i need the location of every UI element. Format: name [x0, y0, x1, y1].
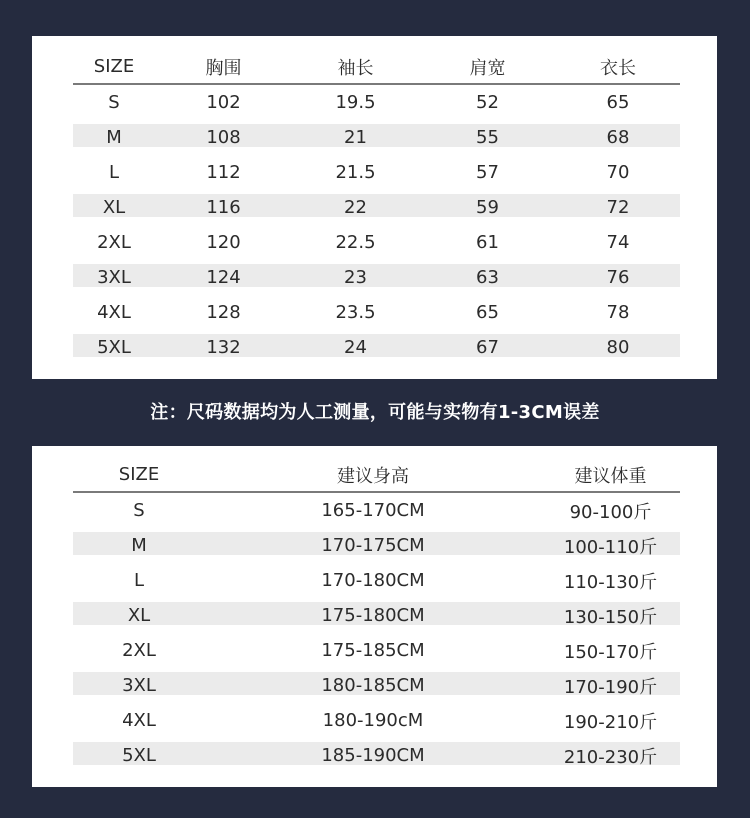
cell-sleeve: 23 [292, 260, 419, 295]
table-row [73, 598, 680, 633]
table-row [73, 738, 680, 773]
header-length: 衣长 [556, 50, 680, 84]
header-chest: 胸围 [155, 50, 292, 84]
recommendation-header-row [73, 458, 680, 492]
cell-length: 80 [556, 330, 680, 365]
cell-length: 76 [556, 260, 680, 295]
cell-size: M [73, 120, 155, 155]
table-row [73, 295, 680, 330]
cell-shoulder: 67 [419, 330, 556, 365]
cell-height: 170-175CM [205, 528, 541, 563]
measurement-table [73, 50, 680, 365]
cell-chest: 102 [206, 92, 241, 113]
table-row [73, 633, 680, 668]
cell-size: L [108, 162, 120, 183]
cell-size: 3XL [73, 668, 205, 703]
cell-chest: 128 [206, 302, 241, 323]
table-row [73, 120, 680, 155]
cell-height: 180-185CM [205, 668, 541, 703]
cell-length: 78 [606, 302, 630, 323]
cell-height: 175-185CM [321, 640, 425, 661]
measurement-card [32, 36, 717, 379]
cell-height: 185-190CM [205, 738, 541, 773]
cell-shoulder: 65 [476, 302, 499, 323]
cell-sleeve: 23.5 [335, 302, 376, 323]
cell-sleeve: 22.5 [335, 232, 376, 253]
cell-size: S [108, 92, 120, 113]
cell-length: 70 [606, 162, 630, 183]
cell-chest: 108 [155, 120, 292, 155]
header-sleeve: 袖长 [292, 50, 419, 84]
cell-size: 5XL [73, 738, 205, 773]
table-row [73, 703, 680, 738]
measurement-note: 注：尺码数据均为人工测量，可能与实物有1-3CM误差 [150, 402, 600, 423]
cell-size: M [73, 528, 205, 563]
cell-chest: 120 [206, 232, 241, 253]
measurement-header-row [73, 50, 680, 84]
cell-shoulder: 57 [476, 162, 499, 183]
header-shoulder: 肩宽 [419, 50, 556, 84]
cell-sleeve: 21.5 [335, 162, 376, 183]
cell-shoulder: 61 [476, 232, 499, 253]
table-row [73, 84, 680, 120]
header-size: SIZE [73, 458, 205, 492]
cell-weight: 190-210斤 [563, 711, 658, 733]
recommendation-table [73, 458, 680, 773]
table-row [73, 330, 680, 365]
cell-chest: 124 [155, 260, 292, 295]
table-row [73, 528, 680, 563]
table-row [73, 563, 680, 598]
cell-height: 165-170CM [321, 500, 425, 521]
table-row [73, 225, 680, 260]
cell-shoulder: 52 [476, 92, 499, 113]
cell-sleeve: 24 [292, 330, 419, 365]
cell-length: 68 [556, 120, 680, 155]
cell-length: 74 [606, 232, 630, 253]
cell-height: 180-190cM [322, 710, 424, 731]
cell-size: 2XL [122, 640, 156, 661]
cell-size: S [133, 500, 145, 521]
cell-size: L [133, 570, 145, 591]
cell-size: 5XL [73, 330, 155, 365]
cell-chest: 112 [206, 162, 241, 183]
cell-weight: 170-190斤 [541, 668, 680, 703]
table-row [73, 190, 680, 225]
header-weight: 建议体重 [541, 458, 680, 492]
cell-weight: 150-170斤 [563, 641, 658, 663]
cell-size: 4XL [97, 302, 131, 323]
cell-size: XL [73, 190, 155, 225]
table-row [73, 260, 680, 295]
cell-shoulder: 55 [419, 120, 556, 155]
cell-length: 72 [556, 190, 680, 225]
cell-weight: 210-230斤 [541, 738, 680, 773]
recommendation-card [32, 446, 717, 787]
cell-size: XL [73, 598, 205, 633]
header-height: 建议身高 [205, 458, 541, 492]
cell-size: 2XL [97, 232, 131, 253]
cell-height: 170-180CM [321, 570, 425, 591]
cell-size: 4XL [122, 710, 156, 731]
cell-chest: 132 [155, 330, 292, 365]
cell-sleeve: 21 [292, 120, 419, 155]
cell-weight: 100-110斤 [541, 528, 680, 563]
cell-sleeve: 22 [292, 190, 419, 225]
header-size: SIZE [73, 50, 155, 84]
table-row [73, 492, 680, 528]
cell-weight: 90-100斤 [569, 501, 652, 523]
cell-chest: 116 [155, 190, 292, 225]
cell-height: 175-180CM [205, 598, 541, 633]
table-row [73, 155, 680, 190]
cell-shoulder: 59 [419, 190, 556, 225]
cell-weight: 130-150斤 [541, 598, 680, 633]
cell-size: 3XL [73, 260, 155, 295]
cell-weight: 110-130斤 [563, 571, 658, 593]
cell-sleeve: 19.5 [335, 92, 376, 113]
cell-shoulder: 63 [419, 260, 556, 295]
table-row [73, 668, 680, 703]
cell-length: 65 [606, 92, 630, 113]
